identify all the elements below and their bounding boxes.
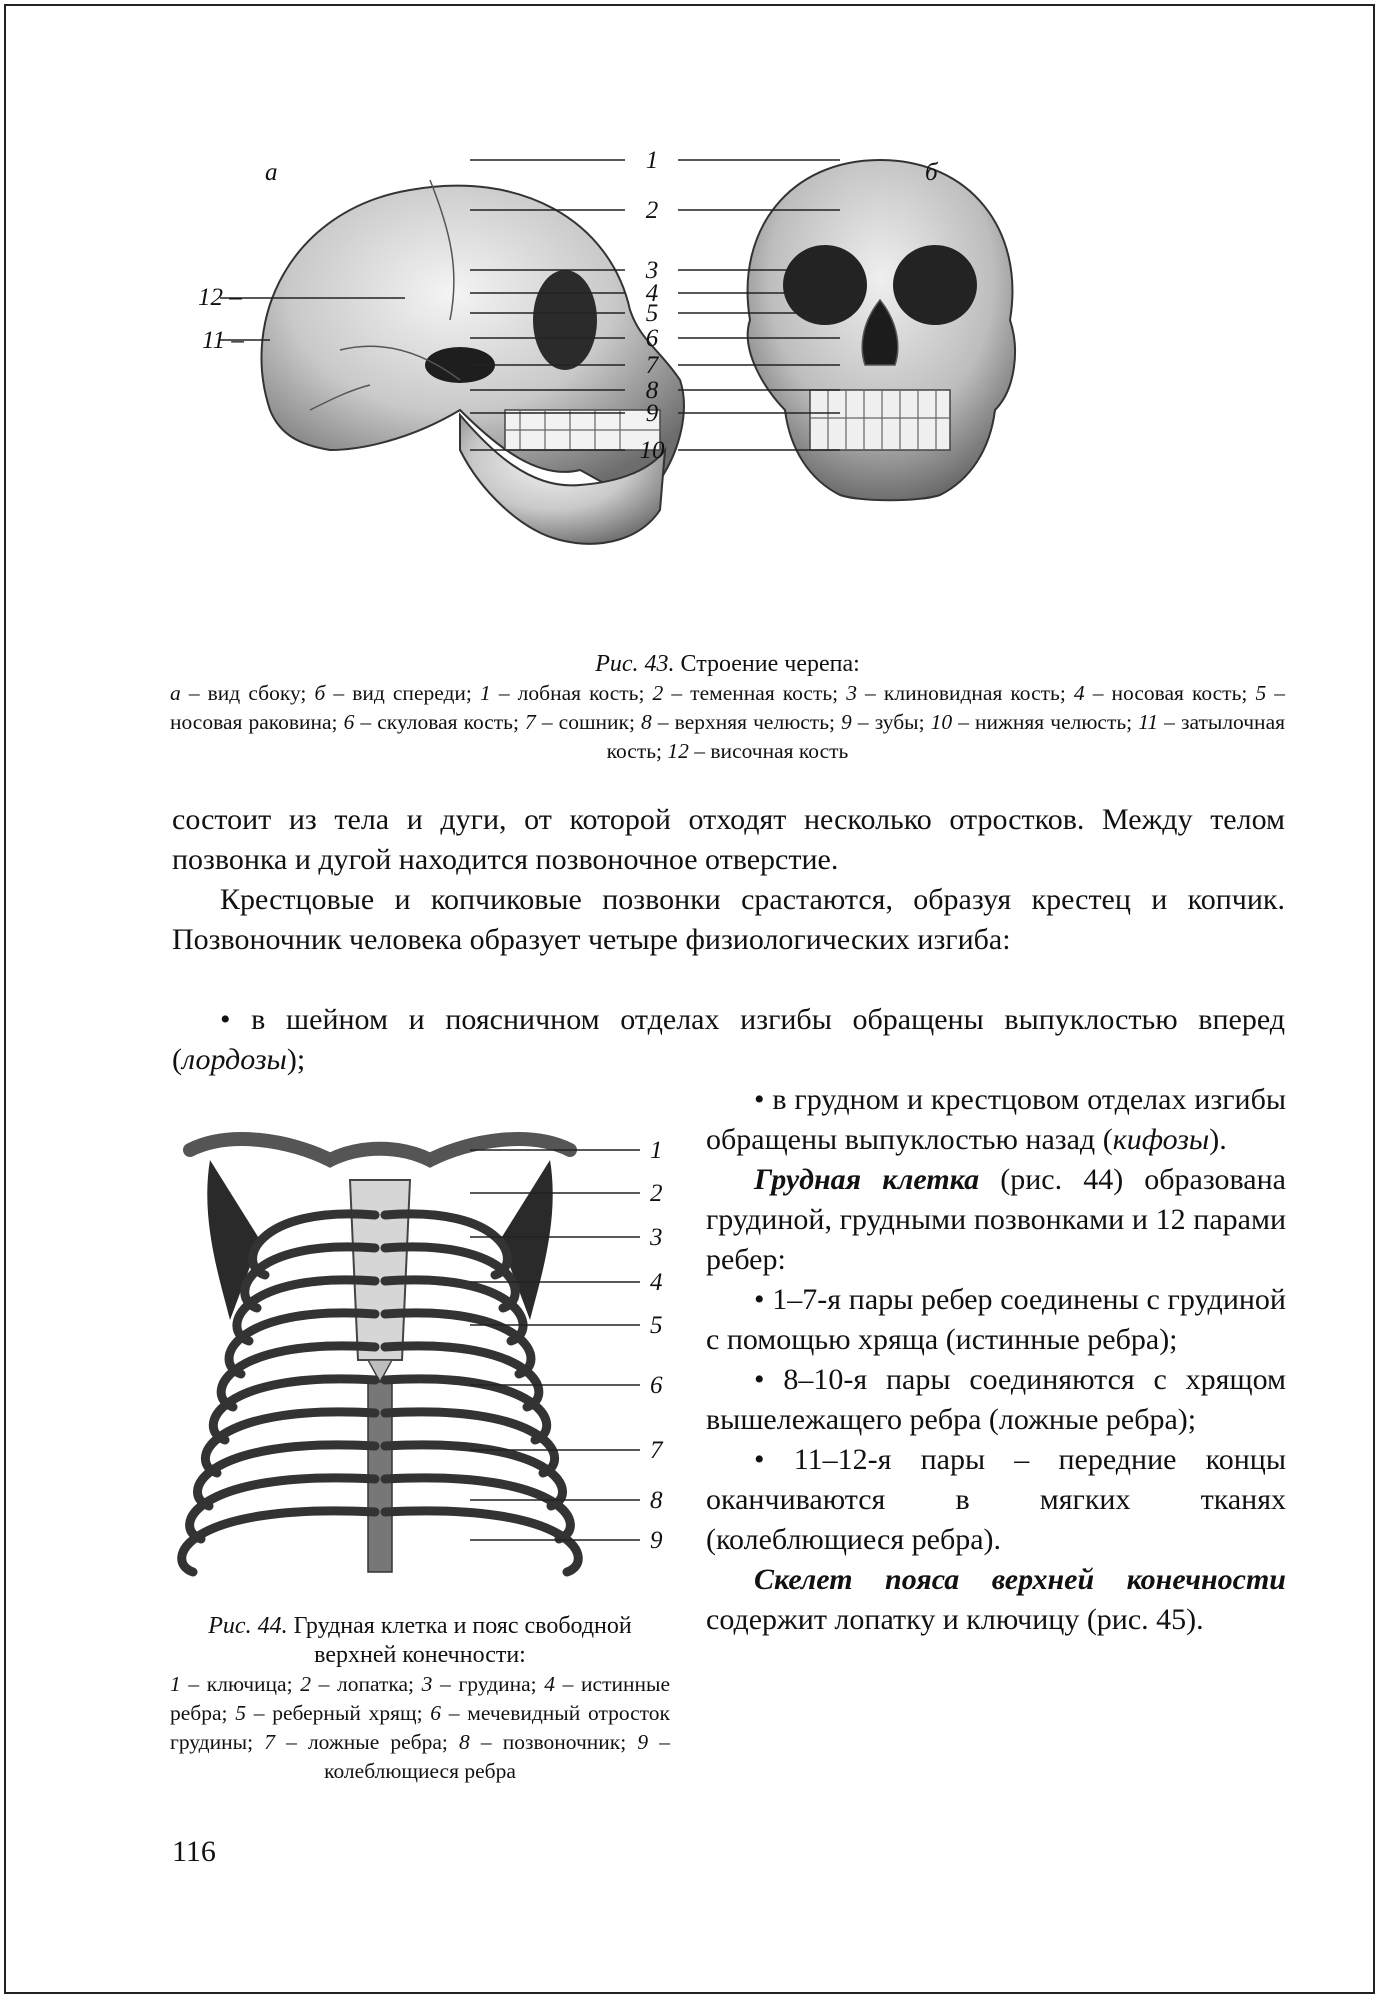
fig43-legend-text-11: – затылочная кость; [606, 710, 1285, 763]
term-lordosis: лордозы [182, 1043, 287, 1076]
fig43-legend-key-9: 9 [841, 710, 852, 734]
panel-label-b: б [925, 159, 938, 186]
figure-44-caption-title [170, 1612, 670, 1670]
bullet-false-ribs: • 8–10-я пары соединяются с хрящом вышележащего ребра (ложные ребра); [706, 1363, 1286, 1436]
fig43-legend-key-5: 5 [1255, 681, 1267, 705]
term-kyphosis: кифозы [1112, 1123, 1210, 1156]
fig43-legend-text-4: – носовая кость; [1084, 681, 1256, 705]
figure-44-number: Рис. 44. [208, 1613, 288, 1639]
figure-43-number: Рис. 43. [595, 651, 675, 677]
skull-label-7: 7 [645, 352, 659, 379]
fig43-legend-key-2: 2 [652, 681, 664, 705]
panel-label-a: а [265, 159, 278, 186]
bullet-kyphosis-text: • в грудном и крестцовом отделах изгибы обращены выпуклостью назад ( [706, 1083, 1286, 1156]
label-12: 12 – [198, 284, 242, 311]
skull-label-3: 3 [645, 257, 659, 284]
fig44-legend-key-9: 9 [637, 1730, 649, 1754]
ribcage-label-2: 2 [650, 1180, 663, 1207]
paragraph-ribcage [706, 1160, 1286, 1280]
fig44-legend-key-2: 2 [300, 1672, 311, 1696]
bullet-kyphosis-end: ). [1209, 1123, 1227, 1156]
figure-43-title: Строение черепа: [674, 651, 860, 677]
bullet-floating-ribs: • 11–12-я пары – передние концы оканчиваются в мягких тканях (колеблющиеся ребра). [706, 1443, 1286, 1556]
ribcage-label-8: 8 [650, 1487, 663, 1514]
paragraph-shoulder-girdle-text: содержит лопатку и ключицу (рис. 45). [706, 1603, 1204, 1636]
fig44-legend-key-4: 4 [544, 1672, 555, 1696]
fig43-legend-text-1: – лобная кость; [490, 681, 653, 705]
paragraph-ribcage-text: (рис. 44) образована грудиной, грудными позвонками и 12 парами ребер: [706, 1163, 1286, 1276]
skull-label-9: 9 [645, 400, 659, 427]
fig44-legend-key-5: 5 [235, 1701, 246, 1725]
fig43-legend-key-3: 3 [846, 681, 857, 705]
figure-43-skull [160, 150, 1290, 630]
fig43-legend-key-12: 12 [667, 739, 689, 763]
bullet-kyphosis [706, 1080, 1286, 1160]
skull-label-4: 4 [645, 280, 659, 307]
bullet-lordosis-text: • в шейном и поясничном отделах изгибы обращены выпуклостью вперед ( [172, 1003, 1285, 1076]
figure-44-title: Грудная клетка и пояс свободной верхней конечности: [287, 1613, 632, 1668]
ribcage-label-7: 7 [650, 1437, 663, 1464]
figure-43-caption-title [170, 650, 1285, 679]
fig44-legend-text-2: – лопатка; [310, 1672, 422, 1696]
skull-label-2: 2 [645, 197, 659, 224]
term-shoulder-girdle: Скелет пояса верхней конечности [754, 1563, 1286, 1596]
ribcage-drawing [182, 1139, 579, 1572]
ribcage-label-4: 4 [650, 1269, 663, 1296]
fig44-legend-text-5: – реберный хрящ; [245, 1701, 431, 1725]
fig43-legend-key-а: а [170, 681, 181, 705]
fig43-legend-key-4: 4 [1073, 681, 1085, 705]
ribcage-label-9: 9 [650, 1527, 663, 1554]
fig43-legend-text-2: – теменная кость; [663, 681, 847, 705]
fig44-legend-text-1: – ключица; [180, 1672, 301, 1696]
bullet-lordosis [172, 1000, 1285, 1080]
paragraph-shoulder-girdle [706, 1560, 1286, 1640]
figure-44-caption [170, 1612, 670, 1786]
fig43-legend-text-9: – зубы; [851, 710, 931, 734]
fig43-legend-key-10: 10 [930, 710, 953, 734]
skull-side-view [261, 180, 683, 544]
fig43-legend-key-1: 1 [480, 681, 491, 705]
fig44-legend-text-4: – истинные ребра; [170, 1672, 670, 1725]
fig44-legend-key-7: 7 [264, 1730, 275, 1754]
figure-44-legend [170, 1670, 670, 1786]
fig43-legend-key-7: 7 [525, 710, 536, 734]
fig43-legend-key-6: 6 [343, 710, 355, 734]
paragraph-curves: Крестцовые и копчиковые позвонки срастаются, образуя крестец и копчик. Позвоночник человека образует четыре физиологических изгиба: [172, 883, 1285, 956]
term-ribcage: Грудная клетка [754, 1163, 980, 1196]
ribcage-label-6: 6 [650, 1372, 663, 1399]
label-11: 11 – [202, 327, 244, 354]
skull-label-1: 1 [645, 150, 659, 174]
fig44-legend-text-7: – ложные ребра; [274, 1730, 460, 1754]
fig43-legend-text-8: – верхняя челюсть; [651, 710, 842, 734]
fig43-legend-text-а: – вид сбоку; [180, 681, 315, 705]
right-column [706, 1080, 1286, 1640]
ribcage-illustration [170, 1120, 680, 1580]
fig43-legend-text-7: – сошник; [535, 710, 642, 734]
figure-43-legend [170, 679, 1285, 766]
fig44-legend-key-1: 1 [170, 1672, 181, 1696]
ribcage-label-1: 1 [650, 1137, 663, 1164]
figure-44-ribcage [170, 1120, 680, 1580]
figure-43-caption [170, 650, 1285, 766]
skull-label-5: 5 [645, 300, 659, 327]
skull-label-6: 6 [645, 325, 659, 352]
skull-illustration [160, 150, 1290, 630]
skull-label-10: 10 [639, 437, 665, 464]
fig44-legend-text-8: – позвоночник; [469, 1730, 638, 1754]
fig44-legend-text-3: – грудина; [432, 1672, 545, 1696]
fig43-legend-text-3: – клиновидная кость; [856, 681, 1074, 705]
fig43-legend-text-5: – носовая раковина; [170, 681, 1286, 734]
fig43-legend-text-12: – височная кость [688, 739, 849, 763]
fig43-legend-key-11: 11 [1138, 710, 1159, 734]
fig44-legend-text-9: – колеблющиеся ребра [324, 1730, 670, 1783]
fig44-legend-key-8: 8 [459, 1730, 470, 1754]
fig43-legend-text-10: – нижняя челюсть; [952, 710, 1139, 734]
bullet-lordosis-end: ); [286, 1043, 306, 1076]
fig43-legend-text-б: – вид спереди; [325, 681, 480, 705]
fig43-legend-key-б: б [314, 681, 326, 705]
paragraph-vertebra: состоит из тела и дуги, от которой отходят несколько отростков. Между телом позвонка и дугой находится позвоночное отверстие. [172, 803, 1285, 876]
fig44-legend-text-6: – мечевидный отросток грудины; [170, 1701, 670, 1754]
skull-label-8: 8 [645, 377, 659, 404]
fig44-legend-key-6: 6 [430, 1701, 442, 1725]
ribcage-label-5: 5 [650, 1312, 663, 1339]
fig43-legend-text-6: – скуловая кость; [354, 710, 526, 734]
fig44-legend-key-3: 3 [421, 1672, 433, 1696]
skull-front-view [748, 160, 1015, 500]
bullet-true-ribs: • 1–7-я пары ребер соединены с грудиной с помощью хряща (истинные ребра); [706, 1283, 1286, 1356]
page-number: 116 [172, 1835, 216, 1868]
fig43-legend-key-8: 8 [641, 710, 652, 734]
ribcage-label-3: 3 [650, 1224, 663, 1251]
